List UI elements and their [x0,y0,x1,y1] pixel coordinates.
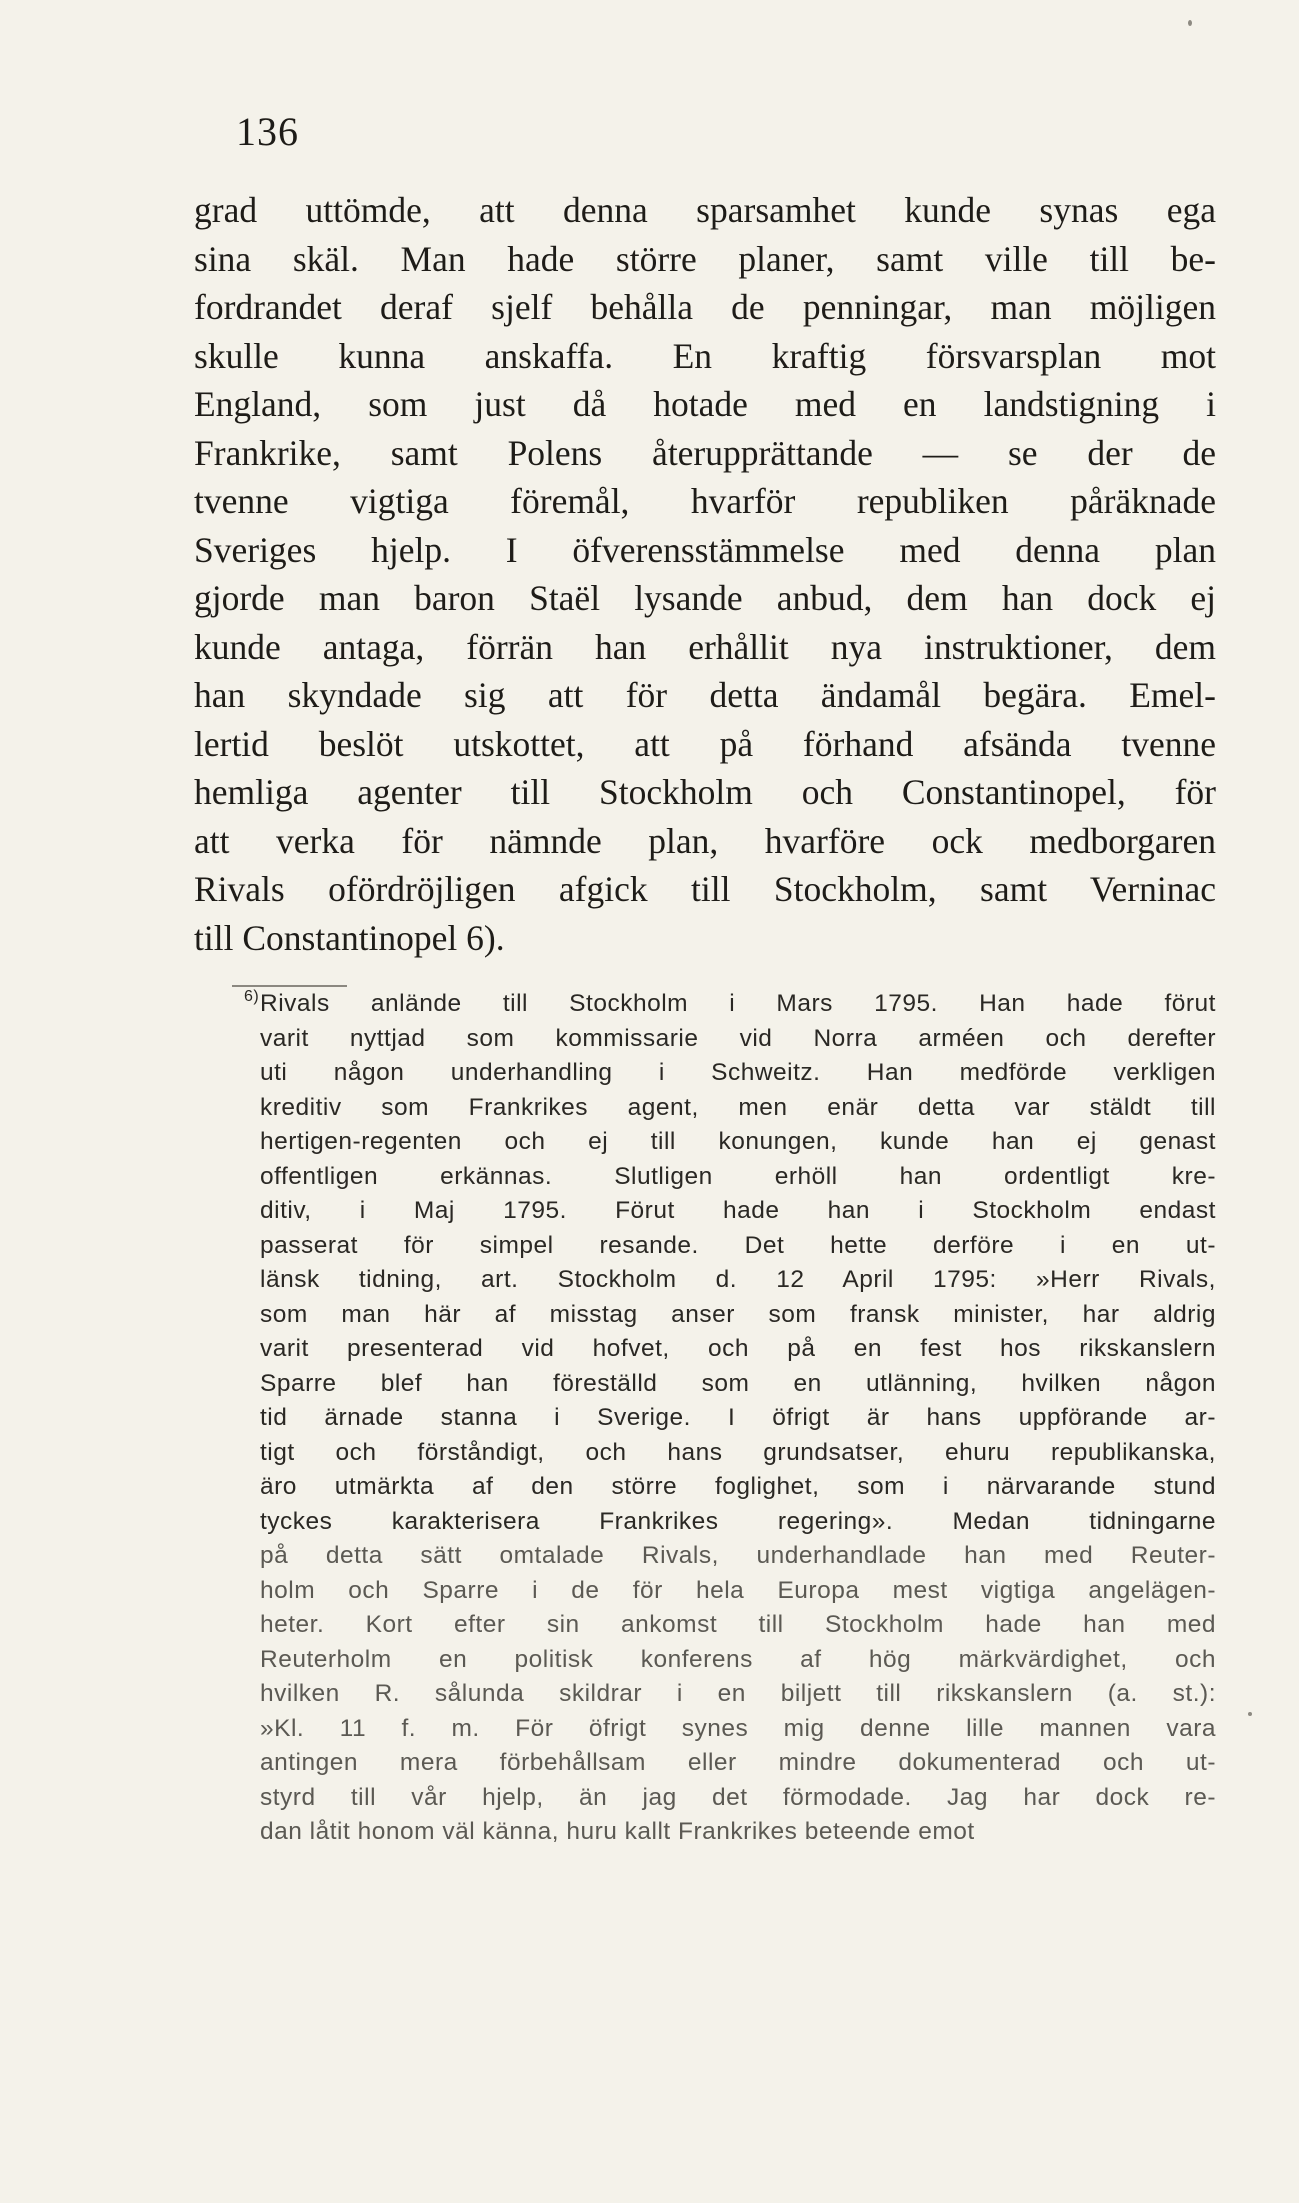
footnote-line: styrd till vår hjelp, än jag det förmodade. Jag har dock re- [260,1783,1216,1811]
footnote-line: passerat för simpel resande. Det hette derföre i en ut- [260,1231,1216,1259]
body-text [194,186,1216,962]
footnote-line: Reuterholm en politisk konferens af hög märkvärdighet, och [260,1645,1216,1673]
body-line: Sveriges hjelp. I öfverensstämmelse med denna plan [194,529,1216,570]
page-speck [1248,1712,1252,1716]
footnote-line: kreditiv som Frankrikes agent, men enär detta var stäldt till [260,1093,1216,1121]
body-line: fordrandet deraf sjelf behålla de penningar, man möjligen [194,287,1216,327]
page-speck [1188,20,1192,26]
footnote-line: varit presenterad vid hofvet, och på en fest hos rikskanslern [260,1335,1216,1362]
footnote-line: antingen mera förbehållsam eller mindre dokumenterad och ut- [260,1749,1216,1776]
footnote-line: hvilken R. sålunda skildrar i en biljett till rikskanslern (a. st.): [260,1680,1216,1707]
body-line: tvenne vigtiga föremål, hvarför republiken påräknade [194,481,1216,521]
footnote-line: tid ärnade stanna i Sverige. I öfrigt är hans uppförande ar- [260,1404,1216,1431]
footnote-line: uti någon underhandling i Schweitz. Han medförde verkligen [260,1059,1216,1086]
footnote-line: tigt och förståndigt, och hans grundsatser, ehuru republikanska, [260,1438,1216,1466]
footnote-line: hertigen-regenten och ej till konungen, kunde han ej genast [260,1128,1216,1155]
footnote-marker: 6) [244,988,260,1005]
footnote-line: »Kl. 11 f. m. För öfrigt synes mig denne lille mannen vara [260,1714,1216,1742]
body-line: Rivals ofördröjligen afgick till Stockholm, samt Verninac [194,869,1216,909]
body-line: skulle kunna anskaffa. En kraftig försvarsplan mot [194,335,1216,376]
body-line: gjorde man baron Staël lysande anbud, dem han dock ej [194,578,1216,618]
body-line: Frankrike, samt Polens återupprättande — se der de [194,432,1216,473]
body-line: England, som just då hotade med en landstigning i [194,384,1216,424]
body-line: till Constantinopel 6). [194,917,505,958]
body-line: kunde antaga, förrän han erhållit nya instruktioner, dem [194,626,1216,667]
body-line: han skyndade sig att för detta ändamål begära. Emel- [194,675,1216,715]
footnote-line: äro utmärkta af den större foglighet, som i närvarande stund [260,1473,1216,1500]
footnote-line: heter. Kort efter sin ankomst till Stockholm hade han med [260,1611,1216,1638]
footnote-line: Rivals anlände till Stockholm i Mars 1795. Han hade förut [260,990,1216,1017]
footnote-line: varit nyttjad som kommissarie vid Norra arméen och derefter [260,1024,1216,1052]
footnote-line: tyckes karakterisera Frankrikes regering». Medan tidningarne [260,1507,1216,1535]
footnote-line: som man här af misstag anser som fransk minister, har aldrig [260,1300,1216,1328]
footnote-line: dan låtit honom väl känna, huru kallt Frankrikes beteende emot [260,1818,975,1845]
body-line: att verka för nämnde plan, hvarföre ock medborgaren [194,820,1216,861]
body-line: sina skäl. Man hade större planer, samt ville till be- [194,238,1216,279]
footnote-line: ditiv, i Maj 1795. Förut hade han i Stockholm endast [260,1197,1216,1224]
footnote-line: Sparre blef han föreställd som en utlänning, hvilken någon [260,1369,1216,1397]
footnote [244,987,1216,1850]
page-number: 136 [236,109,299,154]
footnote-line: holm och Sparre i de för hela Europa mest vigtiga angelägen- [260,1576,1216,1604]
footnote-line: offentligen erkännas. Slutligen erhöll han ordentligt kre- [260,1162,1216,1190]
body-line: lertid beslöt utskottet, att på förhand afsända tvenne [194,723,1216,764]
footnote-line: länsk tidning, art. Stockholm d. 12 April 1795: »Herr Rivals, [260,1266,1216,1293]
body-line: grad uttömde, att denna sparsamhet kunde synas ega [194,190,1216,230]
footnote-line: på detta sätt omtalade Rivals, underhandlade han med Reuter- [260,1542,1216,1569]
body-line: hemliga agenter till Stockholm och Constantinopel, för [194,772,1216,812]
